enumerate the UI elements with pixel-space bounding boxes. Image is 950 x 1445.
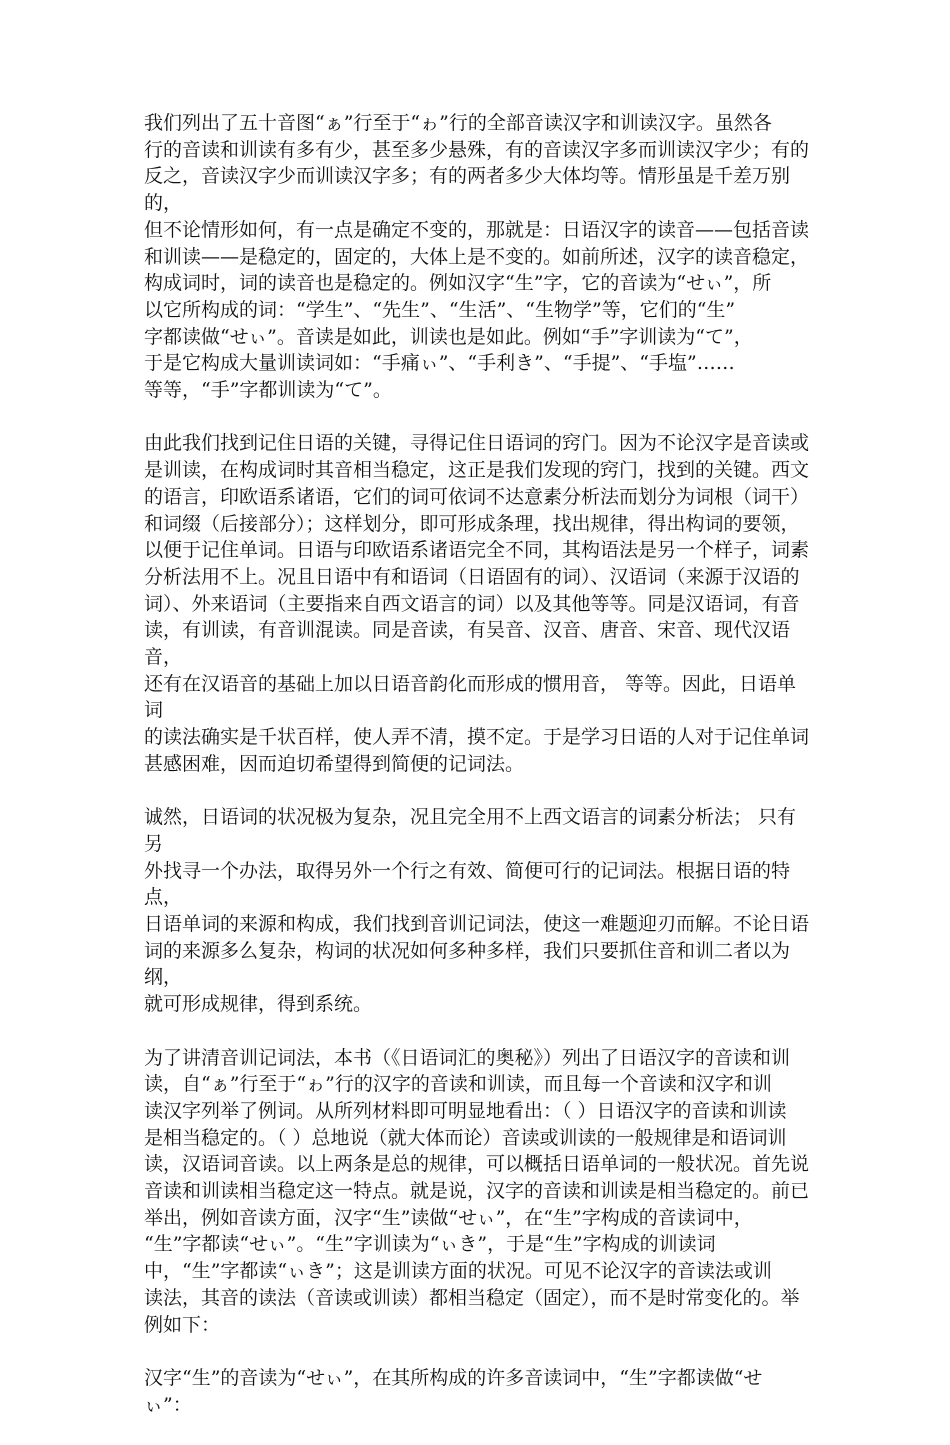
document-body	[144, 110, 812, 1445]
paragraph-book-method: 为了讲清音训记词法，本书（《日语词汇的奥秘》）列出了日语汉字的音读和训 读，自“ぁ”行至于“ゎ”行的汉字的音读和训读，而且每一个音读和汉字和训 读汉字列举了例词。从所列材料即可明显地看出：（ ）日语汉字的音读和训读 是相当稳定的。（ ）总地说（就大体而论）音读或训读的一般规律是和语词训 读，汉语词音读。以上两条是总的规律，可以概括日语单词的一般状况。首先说 音读和训读相当稳定这一特点。就是说，汉字的音读和训读是相当稳定的。前已 举出，例如音读方面，汉字“生”读做“せぃ”，在“生”字构成的音读词中， “生”字都读“せぃ”。“生”字训读为“ぃき”，于是“生”字构成的训读词 中，“生”字都读“ぃき”；这是训读方面的状况。可见不论汉字的音读法或训 读法，其音的读法（音读或训读）都相当稳定（固定），而不是时常变化的。举 例如下：	[144, 1046, 810, 1336]
paragraph-memorization-key: 由此我们找到记住日语的关键，寻得记住日语词的窍门。因为不论汉字是音读或 是训读，在构成词时其音相当稳定，这正是我们发现的窍门，找到的关键。西文 的语言，印欧语系诸语，它们的词可依词不达意素分析法而划分为词根（词干） 和词缀（后接部分）；这样划分，即可形成条理，找出规律，得出构词的要领， 以便于记住单词。日语与印欧语系诸语完全不同，其构语法是另一个样子，词素 分析法用不上。况且日语中有和语词（日语固有的词）、汉语词（来源于汉语的 词）、外来语词（主要指来自西文语言的词）以及其他等等。同是汉语词，有音 读，有训读，有音训混读。同是音读，有吴音、汉音、唐音、宋音、现代汉语音， 还有在汉语音的基础上加以日语音韵化而形成的惯用音， 等等。因此，日语单词 的读法确实是千状百样，使人弄不清，摸不定。于是学习日语的人对于记住单词 甚感困难，因而迫切希望得到简便的记词法。	[144, 432, 810, 775]
paragraph-example-sei: 汉字“生”的音读为“せぃ”，在其所构成的许多音读词中，“生”字都读做“せ ぃ”：	[144, 1366, 763, 1416]
paragraph-complexity-solution: 诚然，日语词的状况极为复杂，况且完全用不上西文语言的词素分析法； 只有另 外找寻一个办法，取得另外一个行之有效、简便可行的记词法。根据日语的特点， 日语单词的来源和构成，我们找到音训记词法，使这一难题迎刃而解。不论日语 词的来源多么复杂，构词的状况如何多种多样，我们只要抓住音和训二者以为纲， 就可形成规律，得到系统。	[144, 806, 810, 1016]
paragraph-onyomi-kunyomi-overview: 我们列出了五十音图“ぁ”行至于“ゎ”行的全部音读汉字和训读汉字。虽然各 行的音读和训读有多有少，甚至多少悬殊，有的音读汉字多而训读汉字少；有的 反之，音读汉字少而训读汉字多；有的两者多少大体均等。情形虽是千差万别的， 但不论情形如何，有一点是确定不变的，那就是：日语汉字的读音——包括音读 和训读——是稳定的，固定的，大体上是不变的。如前所述，汉字的读音稳定， 构成词时，词的读音也是稳定的。例如汉字“生”字，它的音读为“せぃ”，所 以它所构成的词：“学生”、“先生”、“生活”、“生物学”等，它们的“生” 字都读做“せぃ”。音读是如此，训读也是如此。例如“手”字训读为“て”， 于是它构成大量训读词如：“手痛ぃ”、“手利き”、“手提”、“手塩”…… 等等，“手”字都训读为“て”。	[144, 112, 810, 402]
